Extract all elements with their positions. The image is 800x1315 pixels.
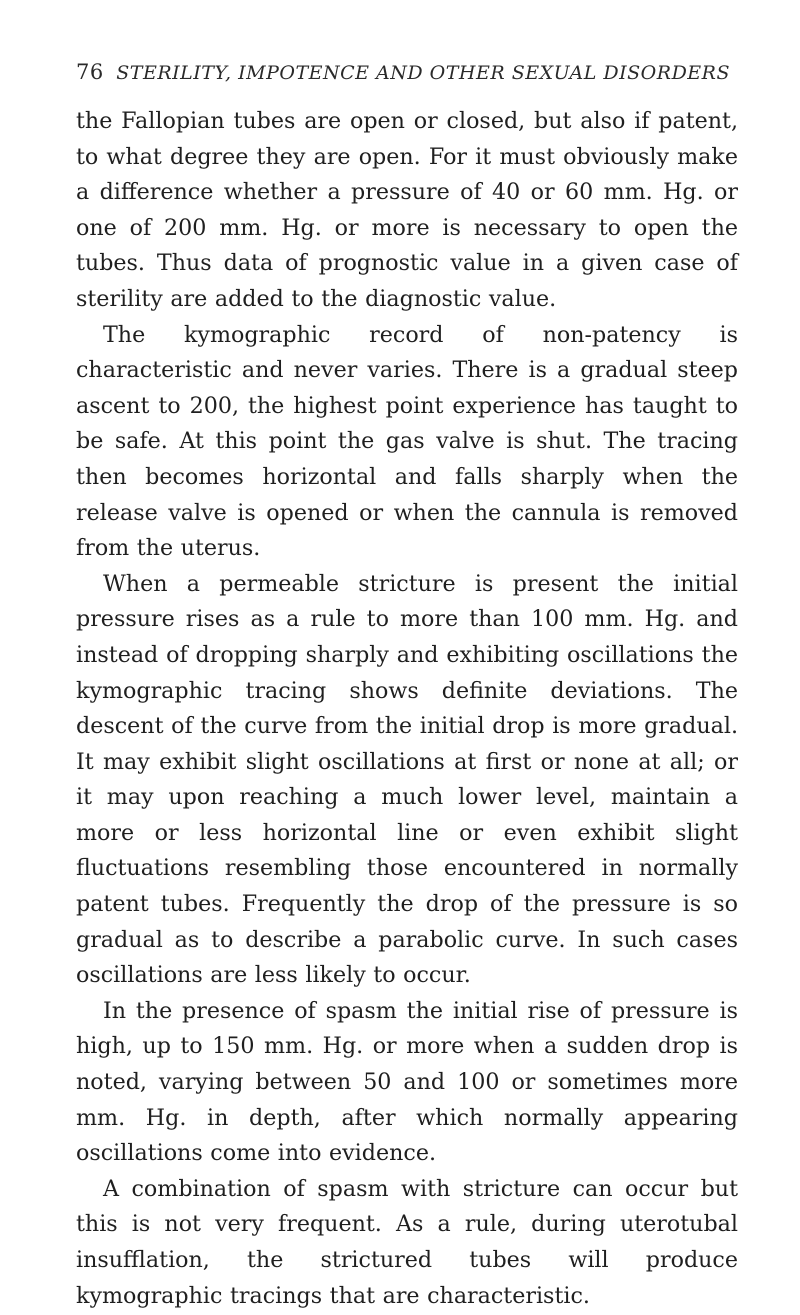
paragraph-spasm: In the presence of spasm the initial rise of pressure is high, up to 150 mm. Hg. or more when a sudden drop is noted, varying between 50 and 100 or sometimes more mm. Hg. in depth, after which normally appearing oscillations come into evidence. (76, 997, 738, 1167)
paragraph-permeable-stricture: When a permeable stricture is present the initial pressure rises as a rule to more than 100 mm. Hg. and instead of dropping sharply and exhibiting oscillations the kymographic tracing shows definite deviations. The descent of the curve from the initial drop is more gradual. It may exhibit slight oscillations at first or none at all; or it may upon reaching a much lower level, maintain a more or less horizontal line or even exhibit slight fluctuations resembling those encountered in normally patent tubes. Frequently the drop of the pressure is so gradual as to describe a parabolic curve. In such cases oscillations are less likely to occur. (76, 570, 738, 989)
paragraph-combination: A combination of spasm with stricture can occur but this is not very frequent. As a rule, during uterotubal insufflation, the strictured tubes will produce kymographic tracings that are characteristic. (76, 1175, 738, 1309)
running-head (76, 60, 736, 92)
body-text (76, 104, 738, 1314)
page-number: 76 (76, 60, 104, 84)
paragraph-continuation: the Fallopian tubes are open or closed, but also if patent, to what degree they are open. For it must obviously make a difference whether a pressure of 40 or 60 mm. Hg. or one of 200 mm. Hg. or more is necessary to open the tubes. Thus data of prognostic value in a given case of sterility are added to the diagnostic value. (76, 108, 738, 312)
paragraph-non-patency: The kymographic record of non-patency is characteristic and never varies. There is a gradual steep ascent to 200, the highest point experience has taught to be safe. At this point the gas valve is shut. The tracing then becomes horizontal and falls sharply when the release valve is opened or when the cannula is removed from the uterus. (76, 321, 738, 562)
running-title: STERILITY, IMPOTENCE AND OTHER SEXUAL DISORDERS (116, 62, 730, 84)
